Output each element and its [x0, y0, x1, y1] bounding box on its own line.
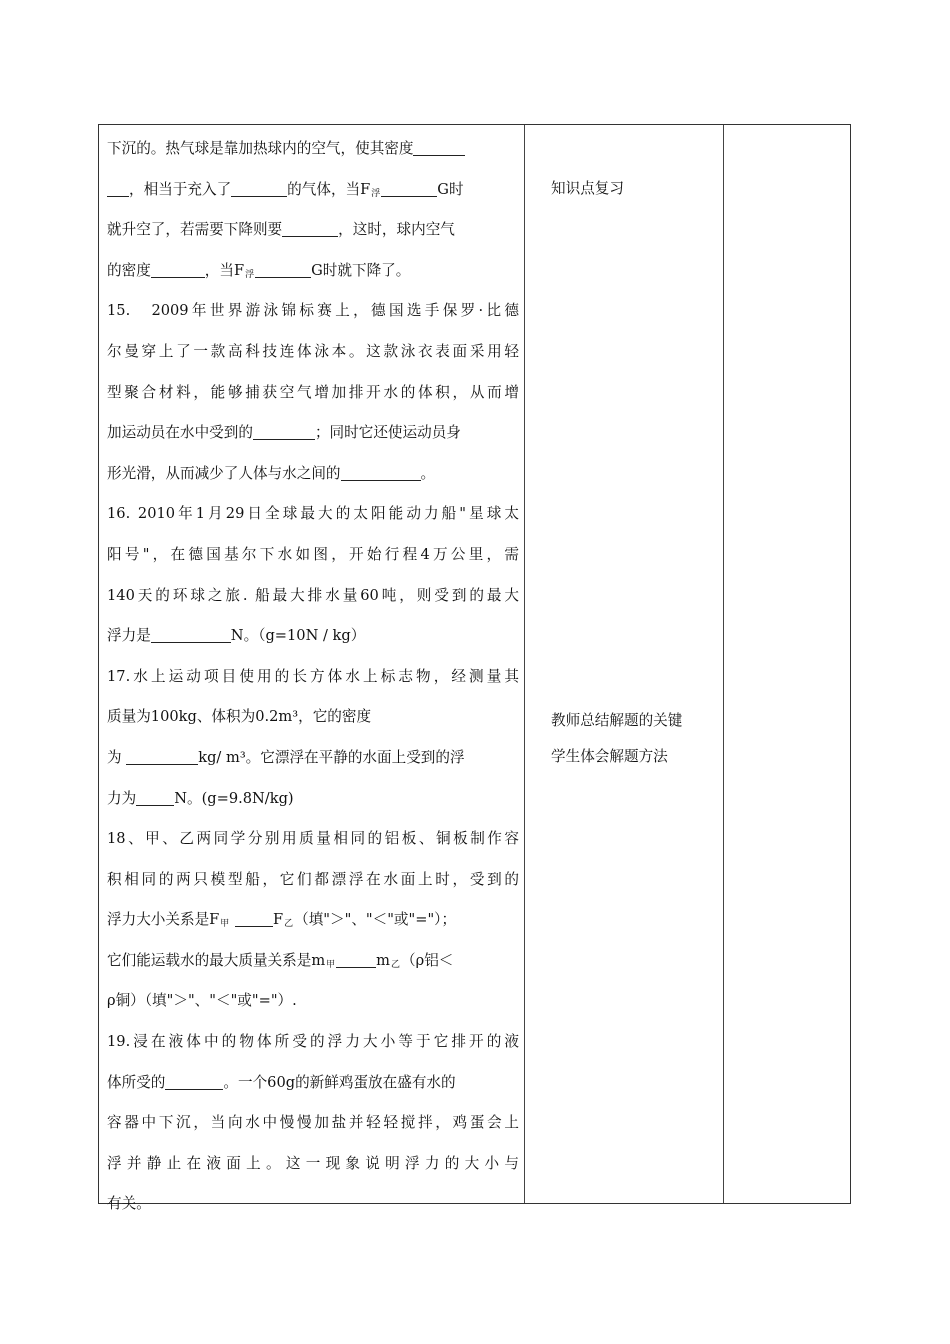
- text-line: [107, 210, 519, 251]
- text-run: 19.浸在液体中的物体所受的浮力大小等于它排开的液: [107, 1033, 519, 1051]
- text-line: [107, 332, 519, 373]
- text-run: 的密度: [107, 261, 151, 279]
- column-divider-2: [723, 125, 724, 1203]
- answer-blank: [107, 181, 129, 197]
- answer-blank: [126, 749, 198, 765]
- answer-blank: [136, 790, 174, 806]
- text-line: [107, 373, 519, 414]
- text-run: 质量为100kg、体积为0.2m³，它的密度: [107, 708, 372, 726]
- column-divider-1: [524, 125, 525, 1203]
- text-run: ρ铜）（填"＞"、"＜"或"="）.: [107, 992, 297, 1010]
- text-line: [107, 1103, 519, 1144]
- text-line: [107, 900, 519, 941]
- text-run: 17.水上运动项目使用的长方体水上标志物，经测量其: [107, 667, 519, 685]
- text-run: 15. 2009年世界游泳锦标赛上，德国选手保罗·比德: [107, 302, 519, 320]
- answer-blank: [253, 425, 315, 441]
- answer-blank: [165, 1074, 223, 1090]
- text-run: 加运动员在水中受到的: [107, 424, 253, 442]
- text-run: 浮并静止在液面上。这一现象说明浮力的大小与: [107, 1154, 519, 1172]
- text-line: [107, 494, 519, 535]
- text-line: [107, 170, 519, 211]
- text-run: ；同时它还使运动员身: [314, 424, 461, 442]
- text-run: ，相当于充入了: [129, 180, 232, 198]
- exercise-content-column: [107, 129, 519, 1225]
- text-run: 有关。: [107, 1195, 151, 1213]
- text-line: [107, 251, 519, 292]
- text-line: [107, 129, 519, 170]
- subscript: 甲: [326, 959, 336, 970]
- text-run: m: [376, 951, 391, 969]
- text-line: [107, 657, 519, 698]
- text-line: [107, 779, 519, 820]
- text-run: 。一个60g的新鲜鸡蛋放在盛有水的: [223, 1073, 456, 1091]
- text-line: [107, 413, 519, 454]
- subscript: 甲: [220, 919, 230, 930]
- text-line: [107, 616, 519, 657]
- answer-blank: [235, 912, 273, 928]
- text-run: 16. 2010年1月29日全球最大的太阳能动力船"星球太: [107, 505, 519, 523]
- text-run: 阳号"，在德国基尔下水如图，开始行程4万公里，需: [107, 545, 519, 563]
- note-teacher-summary: 教师总结解题的关键: [551, 712, 683, 729]
- text-run: 容器中下沉，当向水中慢慢加盐并轻轻搅拌，鸡蛋会上: [107, 1114, 519, 1132]
- text-run: kg/ m³。它漂浮在平静的水面上受到的浮: [198, 748, 465, 766]
- text-run: （填"＞"、"＜"或"="）；: [294, 911, 457, 929]
- text-run: ，这时，球内空气: [338, 221, 455, 239]
- text-run: （ρ铝＜: [401, 951, 454, 969]
- note-knowledge-review: 知识点复习: [551, 180, 624, 197]
- text-run: 尔曼穿上了一款高科技连体泳本。这款泳衣表面采用轻: [107, 342, 519, 360]
- text-line: [107, 819, 519, 860]
- text-run: 下沉的。热气球是靠加热球内的空气，使其密度: [107, 140, 414, 157]
- answer-blank: [381, 181, 437, 197]
- answer-blank: [341, 465, 421, 481]
- lesson-table: [98, 124, 851, 1213]
- notes-cell-review: [551, 171, 624, 207]
- text-line: [107, 1022, 519, 1063]
- answer-blank: [231, 181, 287, 197]
- text-run: 积相同的两只模型船，它们都漂浮在水面上时，受到的: [107, 870, 519, 888]
- text-run: 形光滑，从而减少了人体与水之间的: [107, 464, 341, 482]
- subscript: 乙: [391, 959, 401, 970]
- text-line: [107, 697, 519, 738]
- answer-blank: [282, 222, 338, 238]
- answer-blank: [413, 140, 465, 156]
- text-run: 为: [107, 748, 127, 766]
- text-run: G时: [437, 180, 464, 198]
- text-line: [107, 1063, 519, 1104]
- answer-blank: [151, 262, 205, 278]
- text-line: [107, 1144, 519, 1185]
- answer-blank: [151, 628, 231, 644]
- text-run: 浮力是: [107, 627, 151, 645]
- text-run: 。: [420, 464, 436, 482]
- text-run: 型聚合材料，能够捕获空气增加排开水的体积，从而增: [107, 383, 519, 401]
- text-run: 140天的环球之旅. 船最大排水量60吨，则受到的最大: [107, 586, 519, 604]
- answer-blank: [255, 262, 311, 278]
- text-line: [107, 535, 519, 576]
- text-line: [107, 576, 519, 617]
- notes-cell-summary: [551, 703, 682, 775]
- text-line: [107, 291, 519, 332]
- text-line: [107, 981, 519, 1022]
- text-run: 就升空了，若需要下降则要: [107, 221, 283, 239]
- text-line: [107, 941, 519, 982]
- text-line: [107, 738, 519, 779]
- text-run: 它们能运载水的最大质量关系是m: [107, 951, 326, 969]
- text-run: G时就下降了。: [311, 261, 411, 279]
- text-run: 18、甲、乙两同学分别用质量相同的铝板、铜板制作容: [107, 830, 519, 848]
- note-student-method: 学生体会解题方法: [551, 748, 668, 765]
- text-run: 体所受的: [107, 1073, 166, 1091]
- text-run: F: [272, 911, 284, 929]
- text-run: 浮力大小关系是F: [107, 911, 220, 929]
- text-line: [107, 860, 519, 901]
- subscript: 浮: [245, 269, 255, 280]
- subscript: 乙: [284, 919, 294, 930]
- text-line: [107, 1184, 519, 1225]
- text-run: 力为: [107, 789, 137, 807]
- text-run: ，当F: [204, 261, 245, 279]
- text-line: [107, 454, 519, 495]
- answer-blank: [336, 952, 376, 968]
- subscript: 浮: [371, 188, 381, 199]
- text-run: N。（g=10N / kg）: [230, 627, 366, 645]
- text-run: 的气体，当F: [287, 180, 371, 198]
- text-run: N。(g=9.8N/kg): [174, 789, 294, 807]
